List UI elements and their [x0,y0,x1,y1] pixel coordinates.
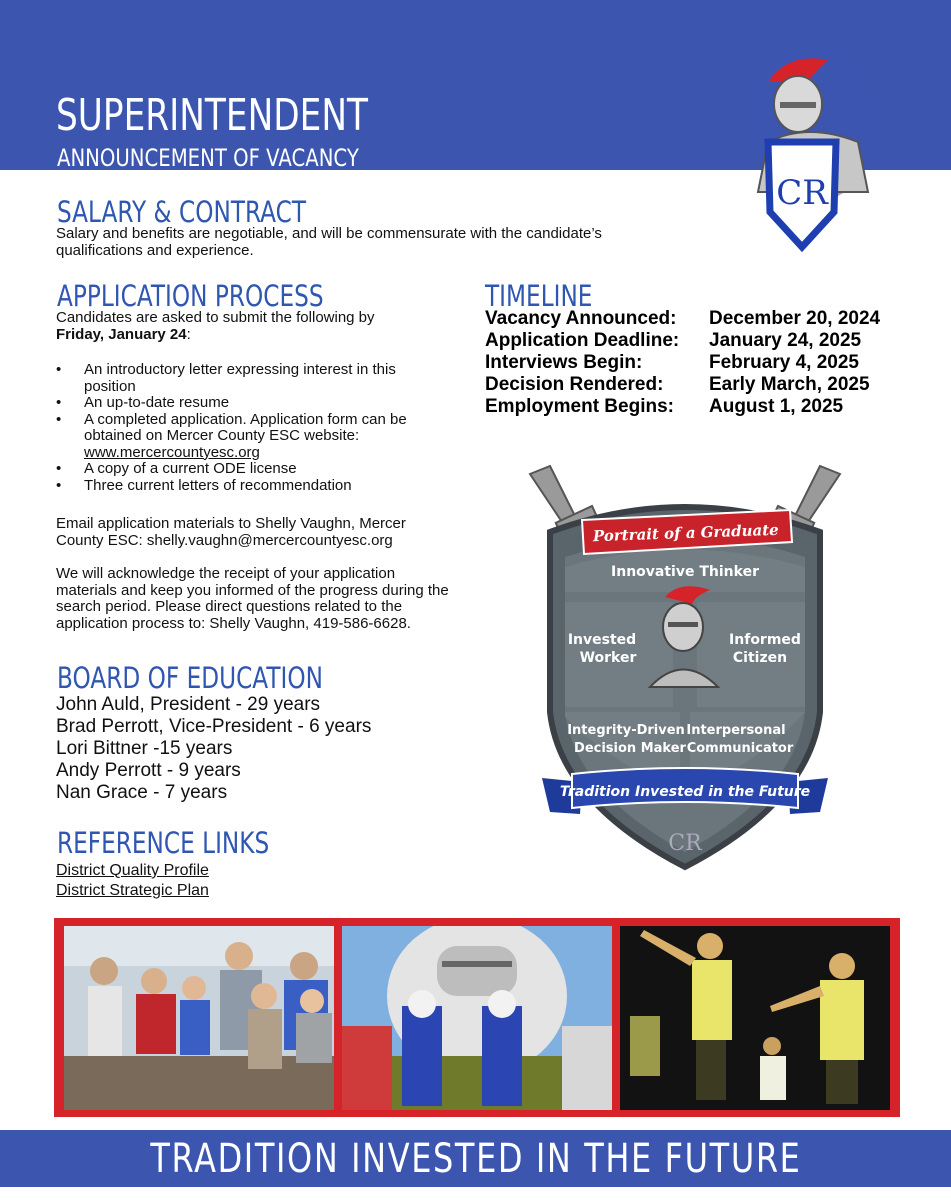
board-heading: BOARD OF EDUCATION [57,661,323,695]
salary-text: Salary and benefits are negotiable, and will be commensurate with the candidate’s qualifications and experience. [56,225,602,259]
email-instructions: Email application materials to Shelly Vaughn, Mercer County ESC: shelly.vaughn@mercercountyesc.org [56,515,406,549]
website-link[interactable]: www.mercercountyesc.org [84,443,260,461]
page-title: SUPERINTENDENT [56,90,368,141]
timeline-row [485,330,880,352]
list-item-text: A copy of a current ODE license [84,460,297,477]
list-item: • A copy of a current ODE license [56,460,297,477]
knight-mascot-logo [728,42,888,252]
footer-tagline-text: TRADITION INVESTED IN THE FUTURE [149,1136,802,1182]
board-members-list [56,694,371,804]
trait-decision-maker: Decision Maker [574,741,686,756]
timeline-date: Early March, 2025 [709,374,870,395]
list-item-text: Three current letters of recommendation [84,476,352,494]
timeline-row [485,352,880,374]
portrait-of-a-graduate-shield [520,462,850,872]
application-intro [56,310,436,343]
district-quality-profile-link[interactable]: District Quality Profile [56,862,209,879]
timeline-label: Application Deadline: [485,330,680,351]
timeline-date: February 4, 2025 [709,352,859,373]
list-item-text: An introductory letter expressing interest in this position [84,361,396,395]
photo-strip [54,918,900,1117]
trait-innovative-thinker: Innovative Thinker [611,564,759,580]
trait-integrity-driven: Integrity-Driven [567,723,685,738]
trait-communicator: Communicator [686,741,794,756]
timeline-row [485,308,880,330]
timeline-label: Vacancy Announced: [485,308,677,329]
timeline-date: December 20, 2024 [709,308,881,329]
application-heading: APPLICATION PROCESS [57,279,324,313]
photo-football-team [342,926,612,1110]
timeline-label: Employment Begins: [485,396,674,417]
board-member: Lori Bittner -15 years [56,738,233,759]
board-member: Andy Perrott - 9 years [56,760,241,781]
portrait-ribbon-text: Tradition Invested in the Future [559,784,811,800]
reference-links [56,861,209,900]
trait-invested: Invested [567,632,637,648]
trait-worker: Worker [579,650,637,666]
board-member: Nan Grace - 7 years [56,782,228,803]
board-member: John Auld, President - 29 years [56,694,321,715]
application-deadline-suffix: : [186,325,191,343]
timeline-row [485,374,880,396]
footer-tagline [0,1136,951,1182]
trait-interpersonal: Interpersonal [686,723,786,738]
list-item: • A completed application. Application form can be obtained on Mercer County ESC website: www.mercercountyesc.org [56,410,407,461]
mascot-monogram: CR [776,173,828,213]
application-deadline: Friday, January 24 [56,325,187,343]
page-subtitle: ANNOUNCEMENT OF VACANCY [57,144,359,172]
timeline-label: Interviews Begin: [485,352,643,373]
timeline-heading: TIMELINE [485,279,593,313]
portrait-banner-text: Portrait of a Graduate [592,520,779,546]
board-member: Brad Perrott, Vice-President - 6 years [56,716,372,737]
district-strategic-plan-link[interactable]: District Strategic Plan [56,881,209,899]
references-heading: REFERENCE LINKS [57,826,270,860]
photo-theater-performance [620,926,890,1110]
timeline-row [485,396,880,418]
list-item: • Three current letters of recommendation [56,476,352,494]
timeline-date: August 1, 2025 [709,396,844,417]
timeline-table [485,308,880,418]
list-item: • An introductory letter expressing interest in this position [56,361,396,395]
trait-informed: Informed [729,632,801,648]
acknowledge-text: We will acknowledge the receipt of your application materials and keep you informed of the progress during the search period. Please direct questions related to the application process to: Shelly Vaughn, 419-586-6628. [56,565,449,632]
timeline-label: Decision Rendered: [485,374,664,395]
application-checklist [56,362,446,494]
trait-citizen: Citizen [732,650,788,666]
portrait-monogram: CR [668,831,702,856]
list-item-text: A completed application. Application form can be obtained on Mercer County ESC website: [84,410,407,444]
list-item-text: An up-to-date resume [84,394,230,411]
application-intro-text: Candidates are asked to submit the following by [56,309,375,326]
list-item: • An up-to-date resume [56,394,230,411]
salary-heading: SALARY & CONTRACT [57,195,307,229]
timeline-date: January 24, 2025 [709,330,862,351]
photo-students-classroom [64,926,334,1110]
